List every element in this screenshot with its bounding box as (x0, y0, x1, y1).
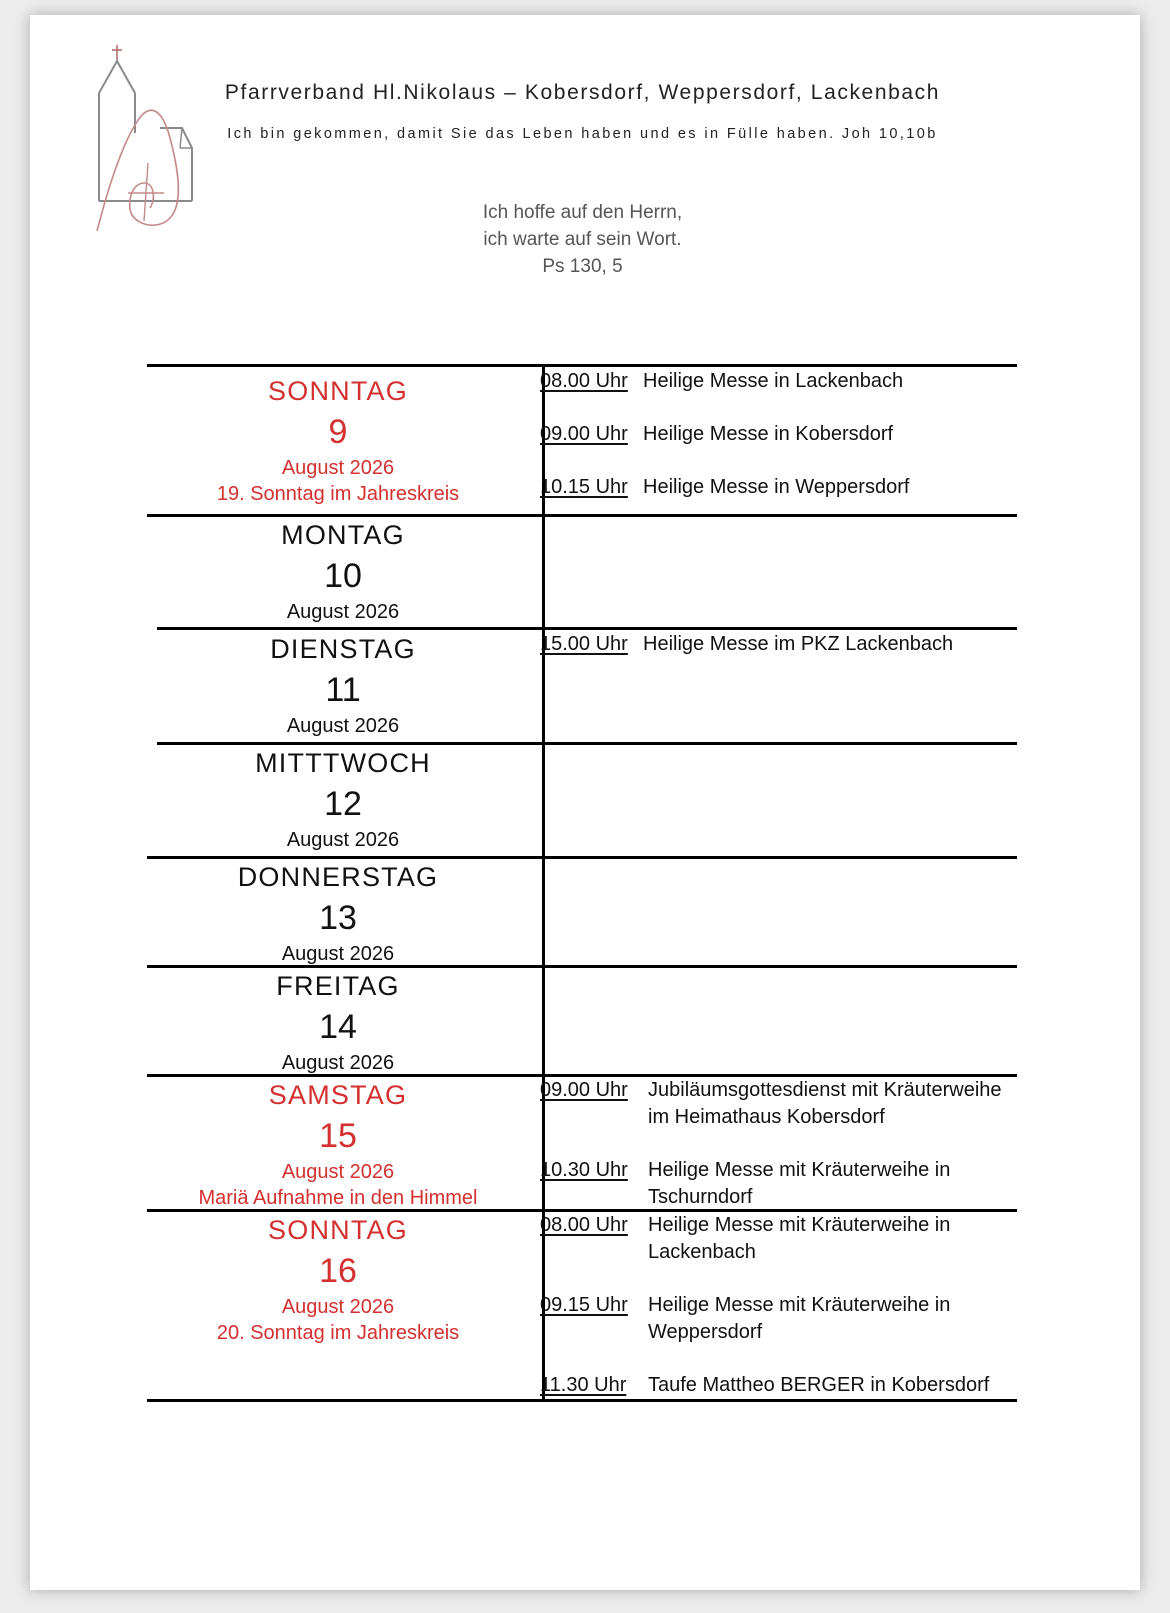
column-divider (542, 365, 545, 1401)
weekday-label: MONTAG (281, 520, 405, 550)
weekday-label: SONNTAG (268, 376, 408, 406)
feast-label: 20. Sonntag im Jahreskreis (216, 1322, 460, 1344)
event-text: Heilige Messe in Weppersdorf (643, 476, 910, 498)
day-number: 9 (328, 413, 348, 451)
event-time: 09.00 Uhr (540, 423, 628, 445)
event-time: 09.15 Uhr (540, 1294, 628, 1316)
weekday-label: FREITAG (276, 971, 400, 1001)
event-text: Taufe Mattheo BERGER in Kobersdorf (648, 1374, 990, 1396)
event-text-continued: Tschurndorf (648, 1186, 753, 1208)
parish-motto: Ich bin gekommen, damit Sie das Leben haben und es in Fülle haben. Joh 10,10b (227, 126, 938, 142)
day-cell-saturday-15 (148, 1077, 528, 1211)
event-time: 08.00 Uhr (540, 1214, 628, 1236)
event-text: Jubiläumsgottesdienst mit Kräuterweihe (648, 1079, 1002, 1101)
table-rule (147, 1399, 1017, 1402)
feast-label: 19. Sonntag im Jahreskreis (216, 483, 460, 505)
event-text: Heilige Messe mit Kräuterweihe in (648, 1159, 951, 1181)
month-label: August 2026 (286, 829, 400, 851)
weekday-label: DIENSTAG (270, 634, 416, 664)
day-number: 11 (325, 671, 361, 709)
event-text-continued: Lackenbach (648, 1241, 756, 1263)
day-cell-sunday-9 (148, 373, 528, 507)
verse-line-2: ich warte auf sein Wort. (483, 229, 682, 250)
verse-line-1: Ich hoffe auf den Herrn, (482, 202, 683, 223)
parish-title: Pfarrverband Hl.Nikolaus – Kobersdorf, Weppersdorf, Lackenbach (224, 81, 941, 104)
month-label: August 2026 (286, 601, 400, 623)
page (30, 15, 1140, 1590)
event-time: 10.15 Uhr (540, 476, 628, 498)
event-time: 10.30 Uhr (540, 1159, 628, 1181)
event-text-continued: Weppersdorf (648, 1321, 763, 1343)
bible-verse (330, 199, 835, 280)
event-time: 09.00 Uhr (540, 1079, 628, 1101)
day-number: 15 (319, 1117, 357, 1155)
month-label: August 2026 (281, 1052, 395, 1074)
event-text: Heilige Messe mit Kräuterweihe in (648, 1294, 951, 1316)
day-cell-thursday-13 (148, 859, 528, 967)
day-cell-wednesday-12 (153, 745, 533, 853)
day-number: 14 (319, 1008, 357, 1046)
weekday-label: SAMSTAG (268, 1080, 408, 1110)
table-rule (157, 627, 1017, 630)
feast-label: Mariä Aufnahme in den Himmel (198, 1187, 478, 1209)
month-label: August 2026 (281, 1296, 395, 1318)
event-text: Heilige Messe mit Kräuterweihe in (648, 1214, 951, 1236)
table-rule (147, 364, 1017, 367)
month-label: August 2026 (281, 457, 395, 479)
day-number: 13 (319, 899, 357, 937)
day-number: 12 (324, 785, 362, 823)
day-cell-monday-10 (153, 517, 533, 625)
weekday-label: DONNERSTAG (237, 862, 439, 892)
event-text: Heilige Messe im PKZ Lackenbach (643, 633, 954, 655)
day-number: 10 (324, 557, 362, 595)
verse-reference: Ps 130, 5 (542, 256, 623, 277)
weekday-label: MITTTWOCH (255, 748, 431, 778)
event-time: 11.30 Uhr (540, 1374, 627, 1396)
month-label: August 2026 (281, 1161, 395, 1183)
month-label: August 2026 (286, 715, 400, 737)
weekday-label: SONNTAG (268, 1215, 408, 1245)
event-time: 15.00 Uhr (540, 633, 628, 655)
event-text: Heilige Messe in Lackenbach (643, 370, 904, 392)
day-cell-tuesday-11 (153, 631, 533, 739)
month-label: August 2026 (281, 943, 395, 965)
event-text: Heilige Messe in Kobersdorf (643, 423, 894, 445)
day-cell-sunday-16 (148, 1212, 528, 1346)
day-cell-friday-14 (148, 968, 528, 1076)
day-number: 16 (319, 1252, 357, 1290)
event-text-continued: im Heimathaus Kobersdorf (648, 1106, 885, 1128)
event-time: 08.00 Uhr (540, 370, 628, 392)
